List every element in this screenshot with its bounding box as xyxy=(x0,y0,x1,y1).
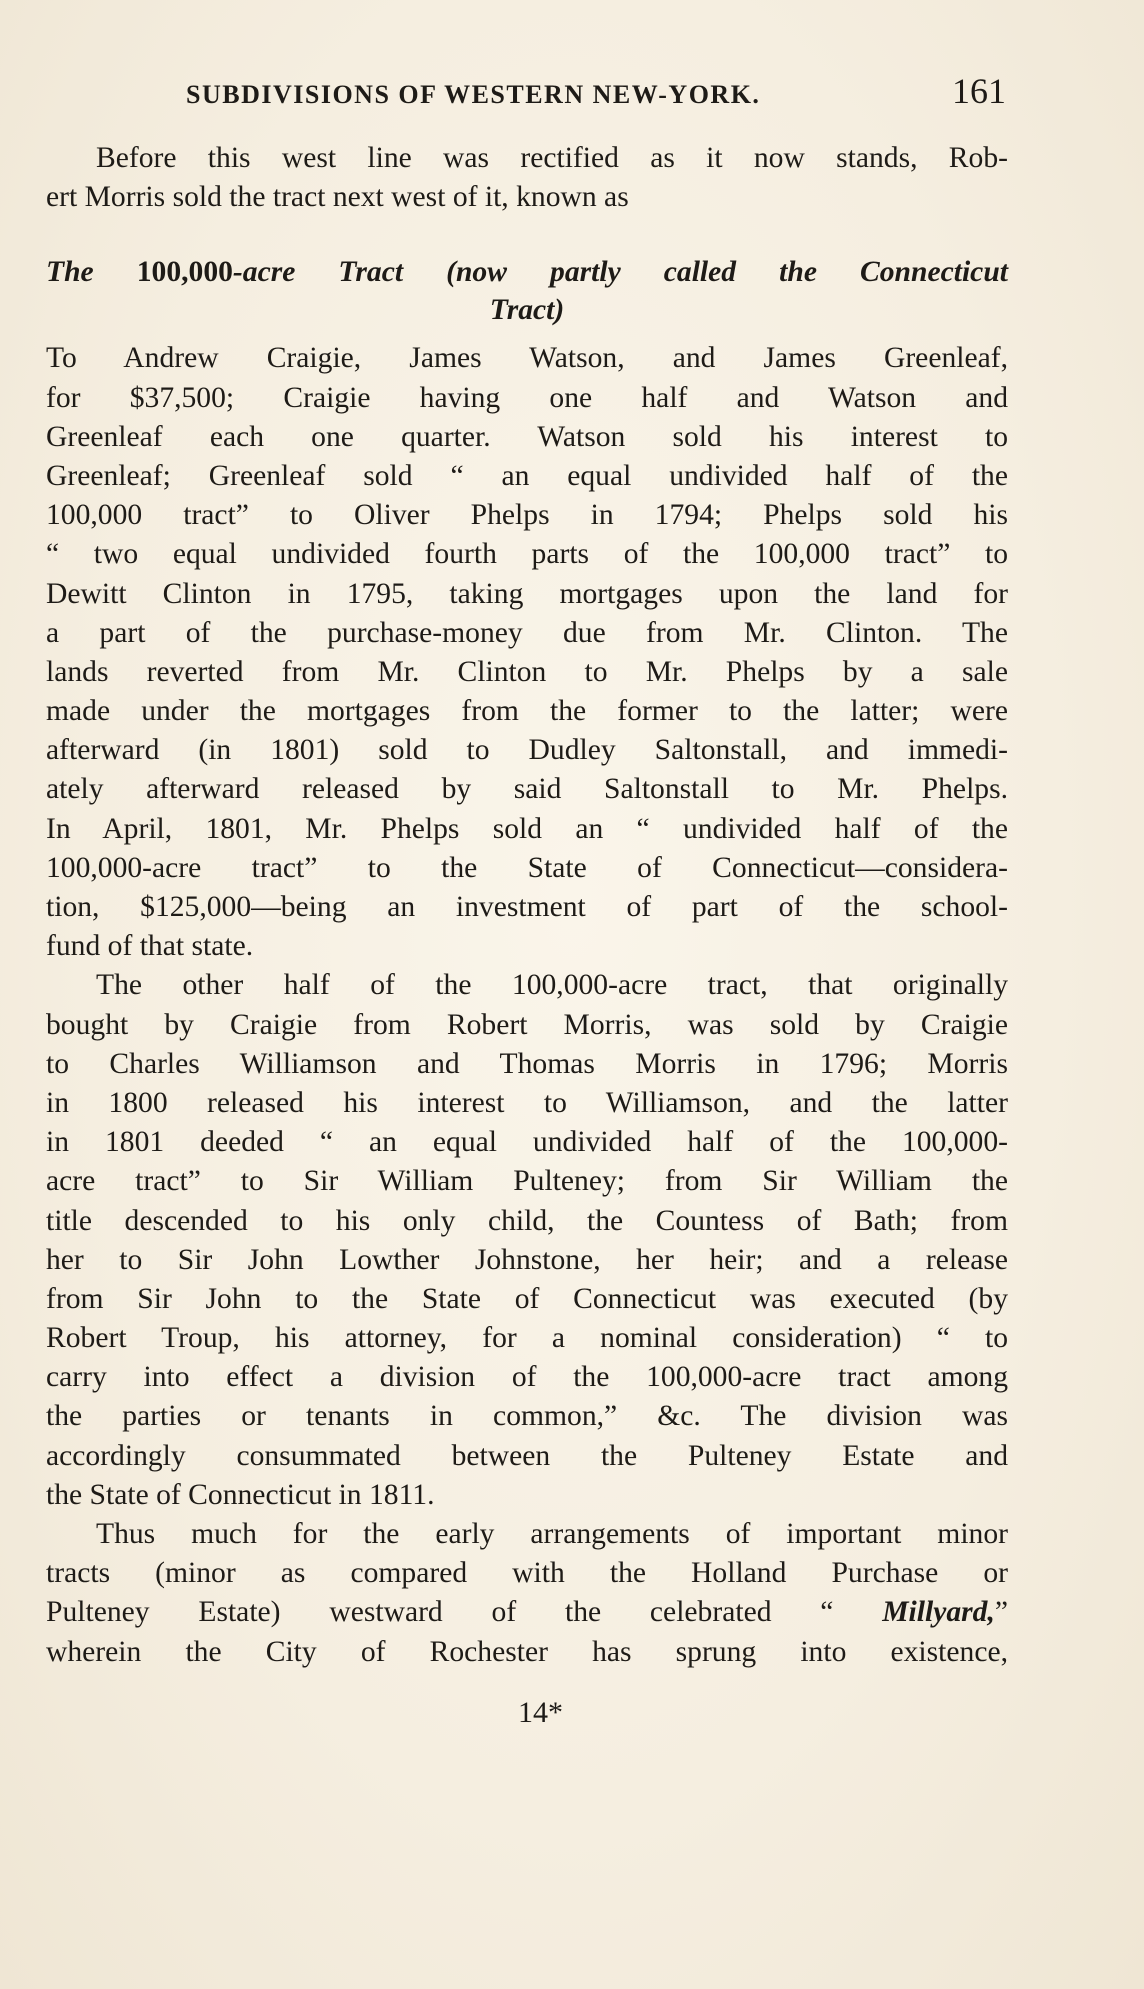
paragraph-line: ately afterward released by said Saltonstall to Mr. Phelps. xyxy=(46,773,1008,806)
paragraph-line: title descended to his only child, the Countess of Bath; from xyxy=(46,1204,1008,1237)
paragraph-line: the parties or tenants in common,” &c. The division was xyxy=(46,1400,1008,1433)
paragraph-line: Thus much for the early arrangements of important minor xyxy=(96,1518,1008,1550)
paragraph-line: acre tract” to Sir William Pulteney; from Sir William the xyxy=(46,1165,1008,1198)
intro-line: ert Morris sold the tract next west of it, known as xyxy=(46,181,629,214)
section-heading-line: Tract) xyxy=(489,294,565,327)
paragraph-line: 100,000 tract” to Oliver Phelps in 1794; Phelps sold his xyxy=(46,499,1008,532)
paragraph-line: in 1801 deeded “ an equal undivided half of the 100,000- xyxy=(46,1126,1008,1159)
paragraph-line: to Charles Williamson and Thomas Morris in 1796; Morris xyxy=(46,1047,1008,1080)
paragraph-line: wherein the City of Rochester has sprung into existence, xyxy=(46,1635,1008,1668)
signature-mark: 14* xyxy=(518,1696,563,1729)
running-head-title: SUBDIVISIONS OF WESTERN NEW-YORK. xyxy=(186,80,761,109)
paragraph-line: from Sir John to the State of Connecticut was executed (by xyxy=(46,1282,1008,1315)
paragraph-line: carry into effect a division of the 100,000-acre tract among xyxy=(46,1361,1008,1394)
line-text: Pulteney Estate) westward of the celebrated “ xyxy=(46,1596,883,1629)
page-number: 161 xyxy=(952,71,1006,111)
paragraph-line: fund of that state. xyxy=(46,930,254,963)
paragraph-line: made under the mortgages from the former to the latter; were xyxy=(46,695,1008,728)
paragraph-line: in 1800 released his interest to Williamson, and the latter xyxy=(46,1086,1008,1119)
paragraph-line: To Andrew Craigie, James Watson, and James Greenleaf, xyxy=(46,342,1008,375)
paragraph-line: lands reverted from Mr. Clinton to Mr. Phelps by a sale xyxy=(46,655,1008,688)
paragraph-line: 100,000-acre tract” to the State of Connecticut—considera- xyxy=(46,851,1008,884)
paragraph-line: bought by Craigie from Robert Morris, was sold by Craigie xyxy=(46,1008,1008,1041)
heading-the: The xyxy=(46,256,137,289)
closing-quote: ” xyxy=(994,1596,1008,1629)
paragraph-line: tracts (minor as compared with the Holland Purchase or xyxy=(46,1557,1008,1590)
heading-rest: -acre Tract (now partly called the Connecticut xyxy=(232,256,1008,289)
paragraph-line: In April, 1801, Mr. Phelps sold an “ undivided half of the xyxy=(46,812,1008,845)
heading-number: 100,000 xyxy=(136,256,233,289)
paragraph-line: “ two equal undivided fourth parts of the 100,000 tract” to xyxy=(46,538,1008,571)
millyard-emphasis: Millyard, xyxy=(882,1596,995,1629)
paragraph-line: Dewitt Clinton in 1795, taking mortgages upon the land for xyxy=(46,577,1008,610)
paragraph-line xyxy=(46,1593,1008,1632)
paragraph-line: accordingly consummated between the Pulteney Estate and xyxy=(46,1439,1008,1472)
running-head xyxy=(186,70,1006,118)
paragraph-line: Greenleaf each one quarter. Watson sold his interest to xyxy=(46,420,1008,453)
paragraph-line: The other half of the 100,000-acre tract, that originally xyxy=(96,969,1008,1002)
paragraph-line: afterward (in 1801) sold to Dudley Saltonstall, and immedi- xyxy=(46,734,1008,767)
paragraph-line: for $37,500; Craigie having one half and Watson and xyxy=(46,381,1008,414)
paragraph-line: Robert Troup, his attorney, for a nominal consideration) “ to xyxy=(46,1322,1008,1355)
paragraph-line: tion, $125,000—being an investment of part of the school- xyxy=(46,891,1008,923)
section-heading xyxy=(46,253,1008,329)
section-heading-line xyxy=(46,253,1008,291)
paragraph-line: her to Sir John Lowther Johnstone, her heir; and a release xyxy=(46,1243,1008,1276)
body-text xyxy=(46,139,1008,1672)
intro-line: Before this west line was rectified as it now stands, Rob- xyxy=(96,142,1008,174)
paragraph-line: a part of the purchase-money due from Mr. Clinton. The xyxy=(46,616,1008,649)
paragraph-line: the State of Connecticut in 1811. xyxy=(46,1478,435,1511)
paragraph-line: Greenleaf; Greenleaf sold “ an equal undivided half of the xyxy=(46,459,1008,492)
